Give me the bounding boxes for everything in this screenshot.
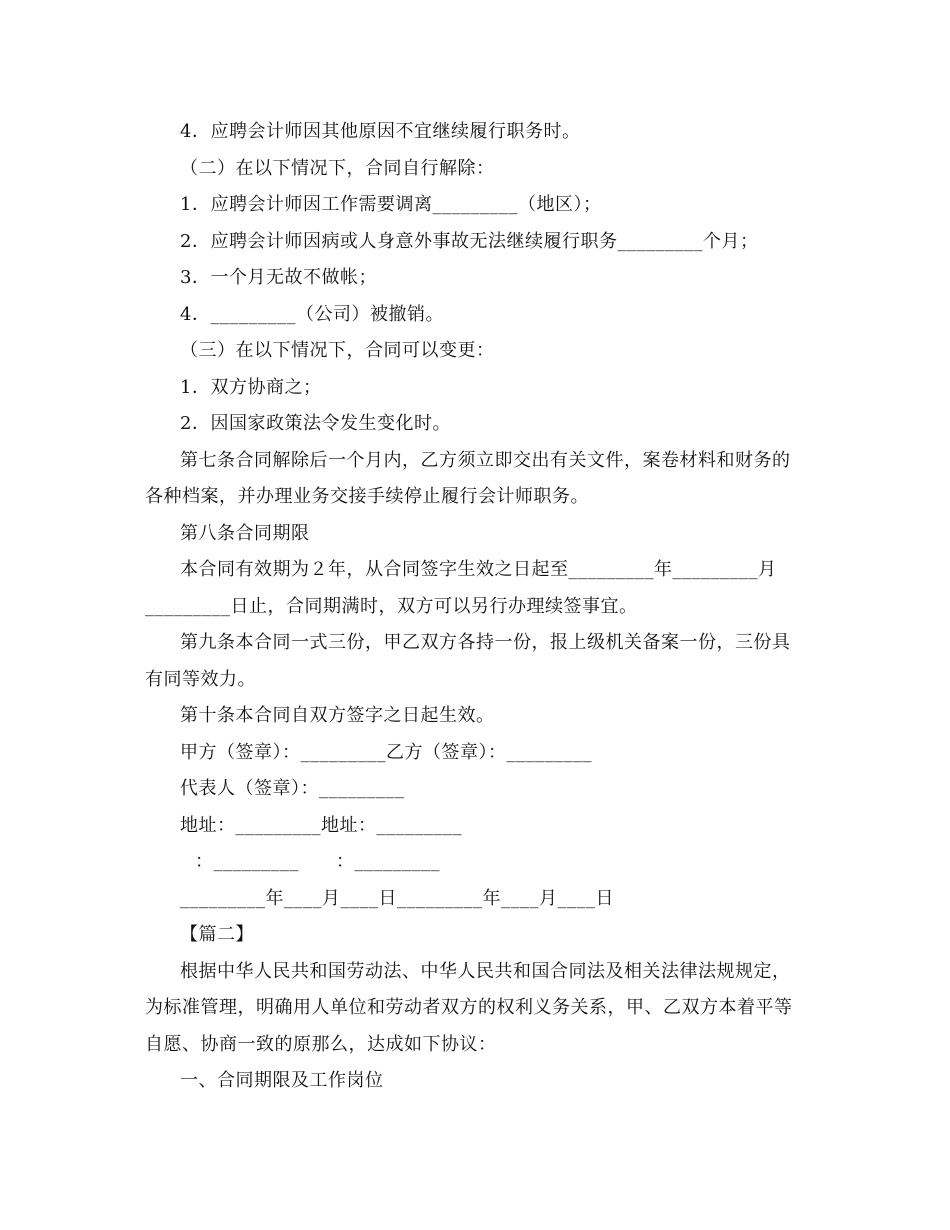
signature-address: 地址：_________地址：_________ (180, 815, 462, 836)
clause-item-1-transfer: 1．应聘会计师因工作需要调离_________（地区）； (180, 194, 602, 215)
signature-representative: 代表人（签章）：_________ (180, 778, 405, 799)
article-8-heading: 第八条合同期限 (180, 523, 310, 544)
article-8-term-line-1: 本合同有效期为２年，从合同签字生效之日起至_________年_________月 (180, 559, 777, 580)
clause-item-3-no-bookkeeping: 3．一个月无故不做帐； (180, 267, 377, 288)
section-heading-change: （三）在以下情况下，合同可以变更： (180, 340, 495, 361)
preamble-line-2: 为标准管理，明确用人单位和劳动者双方的权利义务关系，甲、乙双方本着平等 (145, 997, 793, 1018)
clause-item-4-company-revoked: 4．_________（公司）被撤销。 (180, 304, 444, 325)
clause-item-1-mutual-agreement: 1．双方协商之； (180, 377, 322, 398)
clause-item-4-other-reasons: 4．应聘会计师因其他原因不宜继续履行职务时。 (180, 121, 581, 142)
preamble-line-3: 自愿、协商一致的原那么，达成如下协议： (145, 1034, 497, 1055)
article-9-line-2: 有同等效力。 (145, 669, 256, 690)
clause-item-2-illness: 2．应聘会计师因病或人身意外事故无法继续履行职务_________个月； (180, 231, 759, 252)
signature-blank-fields: ：_________ ：_________ (195, 851, 440, 872)
article-7-line-1: 第七条合同解除后一个月内，乙方须立即交出有关文件，案卷材料和财务的 (180, 450, 791, 471)
section-one-heading: 一、合同期限及工作岗位 (180, 1070, 384, 1091)
article-10: 第十条本合同自双方签字之日起生效。 (180, 705, 495, 726)
article-8-term-line-2: _________日止，合同期满时，双方可以另行办理续签事宜。 (145, 596, 638, 617)
clause-item-2-policy-change: 2．因国家政策法令发生变化时。 (180, 413, 451, 434)
preamble-line-1: 根据中华人民共和国劳动法、中华人民共和国合同法及相关法律法规规定， (180, 961, 791, 982)
section-heading-auto-termination: （二）在以下情况下，合同自行解除： (180, 158, 495, 179)
signature-dates: _________年____月____日_________年____月____日 (180, 888, 614, 909)
part-two-heading: 【篇二】 (180, 924, 254, 945)
article-9-line-1: 第九条本合同一式三份，甲乙双方各持一份，报上级机关备案一份，三份具 (180, 632, 791, 653)
article-7-line-2: 各种档案，并办理业务交接手续停止履行会计师职务。 (145, 486, 589, 507)
signature-party-a-b: 甲方（签章）：_________乙方（签章）：_________ (180, 742, 592, 763)
